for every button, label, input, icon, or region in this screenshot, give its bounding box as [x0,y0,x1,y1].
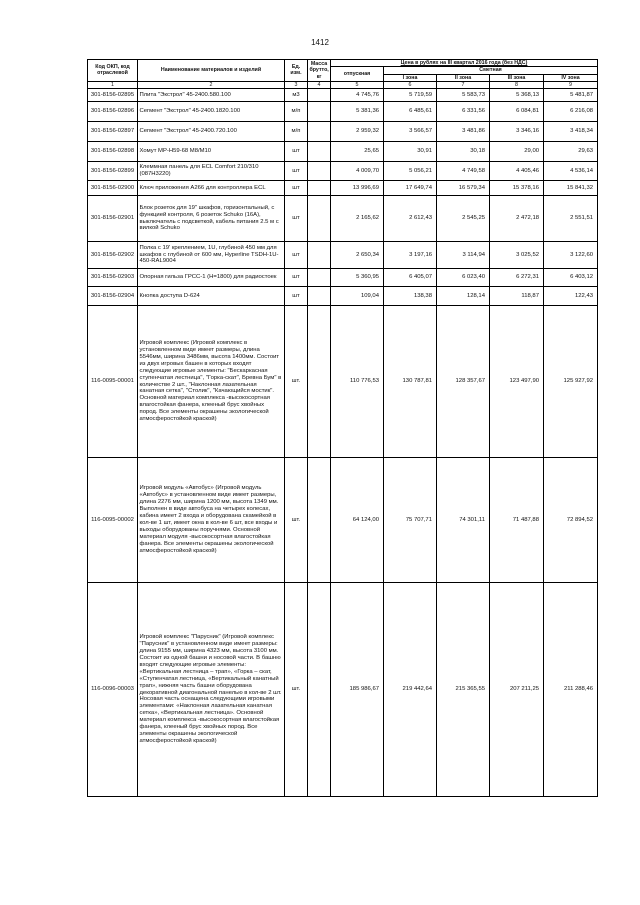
cell-zone-3: 2 472,18 [490,196,544,242]
header-mass: Масса брутто, кг [309,61,329,80]
cell-wholesale: 185 986,67 [331,583,384,797]
column-number: 4 [308,81,331,88]
cell-zone-3: 207 211,25 [490,583,544,797]
cell-wholesale: 2 165,62 [331,196,384,242]
cell-zone-1: 6 405,07 [384,269,437,287]
cell-zone-4: 211 288,46 [544,583,598,797]
cell-name: Клеммная панель для ECL Comfort 210/310 (087H3220) [138,162,285,181]
cell-unit: шт. [285,306,308,458]
column-number: 8 [490,81,544,88]
cell-code: 301-8156-02904 [88,287,138,306]
cell-zone-3: 6 272,31 [490,269,544,287]
header-estimate: Сметная [384,67,598,74]
cell-code: 301-8156-02900 [88,181,138,196]
cell-mass [308,142,331,162]
cell-zone-1: 6 485,61 [384,102,437,122]
cell-zone-4: 72 894,52 [544,458,598,583]
cell-unit: шт [285,196,308,242]
cell-zone-1: 130 787,81 [384,306,437,458]
cell-name: Полка с 19' креплением, 1U, глубиной 450 мм для шкафов с глубиной от 600 мм, Hyperline TSDH-1U-450-RAL9004 [138,242,285,269]
header-unit: Ед. изм. [285,60,308,82]
cell-name: Плита "Экстрол" 45-2400.580.100 [138,89,285,102]
cell-zone-3: 29,00 [490,142,544,162]
cell-zone-3: 123 497,90 [490,306,544,458]
cell-zone-3: 3 025,52 [490,242,544,269]
header-price-title: Цена в рублях на III квартал 2016 года (без НДС) [331,60,598,67]
cell-zone-4: 3 418,34 [544,122,598,142]
cell-mass [308,583,331,797]
cell-unit: шт [285,242,308,269]
header-zone-4: IV зона [544,74,598,81]
cell-unit: м/п [285,122,308,142]
cell-zone-2: 30,18 [437,142,490,162]
cell-zone-4: 29,63 [544,142,598,162]
table-row [88,122,598,142]
cell-unit: шт [285,162,308,181]
cell-zone-2: 16 579,34 [437,181,490,196]
cell-unit: шт [285,142,308,162]
cell-zone-3: 71 487,88 [490,458,544,583]
cell-zone-3: 15 378,16 [490,181,544,196]
table-row [88,142,598,162]
cell-zone-2: 6 331,56 [437,102,490,122]
cell-zone-3: 4 405,46 [490,162,544,181]
cell-name: Сегмент "Экстрол" 45-2400.720.100 [138,122,285,142]
cell-name: Блок розеток для 19" шкафов, горизонтальный, с функцией контроля, 6 розеток Schuko (16A), выключатель с подсветкой, кабель питания 2.5 м с вилкой Schuko [138,196,285,242]
table-row [88,89,598,102]
cell-code: 116-0095-00001 [88,306,138,458]
cell-mass [308,162,331,181]
column-number: 3 [285,81,308,88]
cell-zone-3: 5 368,13 [490,89,544,102]
cell-unit: м/п [285,102,308,122]
cell-zone-3: 118,87 [490,287,544,306]
column-number: 9 [544,81,598,88]
table-row [88,269,598,287]
cell-zone-2: 4 749,58 [437,162,490,181]
cell-unit: шт. [285,583,308,797]
cell-mass [308,181,331,196]
cell-zone-4: 3 122,60 [544,242,598,269]
cell-name: Кнопка доступа D-624 [138,287,285,306]
cell-mass [308,242,331,269]
cell-name: Игровой комплекс (Игровой комплекс в установленном виде имеет размеры, длина 5546мм, ширина 3486мм, высота 1400мм. Состоит из двух игровых башен в которых входят следующие игровые элементы: "Бескаркасная ступенчатая лестница", "Горка-скат", Бревна Бум" в количестве 2 шт., "Наклонная лазательная канатная сетка", "Столик", "Качающийся мостик". Основной материал комплекса -высокосортная влагостойкая фанера, клееный брус хвойных пород. Все элементы окрашены экологической атмосферостойкой краской) [138,306,285,458]
cell-zone-4: 6 403,12 [544,269,598,287]
cell-zone-1: 30,91 [384,142,437,162]
cell-zone-1: 5 056,21 [384,162,437,181]
cell-zone-2: 3 481,86 [437,122,490,142]
header-zone-3: III зона [490,74,544,81]
cell-zone-3: 6 084,81 [490,102,544,122]
cell-code: 301-8156-02899 [88,162,138,181]
table-row [88,102,598,122]
cell-wholesale: 5 381,36 [331,102,384,122]
cell-zone-1: 138,38 [384,287,437,306]
cell-name: Опорная гильза ГРСС-1 (Н=1800) для радиостоек [138,269,285,287]
cell-zone-3: 3 346,16 [490,122,544,142]
cell-wholesale: 13 996,69 [331,181,384,196]
cell-wholesale: 5 360,95 [331,269,384,287]
cell-zone-4: 5 481,87 [544,89,598,102]
cell-zone-2: 215 365,55 [437,583,490,797]
cell-zone-2: 5 583,73 [437,89,490,102]
cell-unit: м3 [285,89,308,102]
cell-zone-4: 125 927,92 [544,306,598,458]
table-row [88,287,598,306]
cell-zone-1: 17 649,74 [384,181,437,196]
cell-mass [308,306,331,458]
cell-unit: шт [285,287,308,306]
cell-wholesale: 25,65 [331,142,384,162]
cell-zone-2: 128 357,67 [437,306,490,458]
cell-zone-1: 75 707,71 [384,458,437,583]
cell-wholesale: 110 776,53 [331,306,384,458]
table-row [88,196,598,242]
column-number: 1 [88,81,138,88]
cell-code: 301-8156-02895 [88,89,138,102]
column-number: 6 [384,81,437,88]
table-row [88,162,598,181]
cell-zone-2: 6 023,40 [437,269,490,287]
cell-zone-1: 5 719,59 [384,89,437,102]
cell-name: Сегмент "Экстрол" 45-2400.1820.100 [138,102,285,122]
cell-name: Игровой комплекс "Парусник" (Игровой комплекс "Парусник" в установленном виде имеет размеры: длина 9155 мм, ширина 4323 мм, высота 3100 мм. Состоит из одной башни и носовой части. В башню входят следующие игровые элементы: «Вертикальная лестница – трап», «Горка – скат, «Ступенчатая лестница, «Вертикальный канатный трап», нижняя часть башни оборудована декоративной диагональной панелью в кол-ве 2 шт. Носовая часть оснащена следующими игровыми элементами: «Наклонная лазательная канатная сетка», «Вертикальная лестница». Основной материал комплекса -высокосортная влагостойкая фанера, клееный брус хвойных пород. Все элементы окрашены экологической атмосферостойкой краской) [138,583,285,797]
table-row [88,181,598,196]
cell-code: 301-8156-02897 [88,122,138,142]
cell-wholesale: 4 009,70 [331,162,384,181]
cell-wholesale: 4 745,76 [331,89,384,102]
cell-zone-4: 15 841,32 [544,181,598,196]
header-zone-2: II зона [437,74,490,81]
cell-mass [308,122,331,142]
cell-unit: шт. [285,458,308,583]
cell-zone-2: 74 301,11 [437,458,490,583]
cell-zone-4: 6 216,08 [544,102,598,122]
cell-unit: шт [285,181,308,196]
cell-code: 301-8156-02901 [88,196,138,242]
cell-zone-2: 3 114,94 [437,242,490,269]
cell-name: Игровой модуль «Автобус» (Игровой модуль «Автобус» в установленном виде имеет размеры, длина 2276 мм, ширина 1200 мм, высота 1349 мм. Выполнен в виде автобуса на четырех колесах, кабина имеет 2 входа и оборудована скамейкой в кол-ве 1 шт, имеет окна в кол-ве 6 шт, все входы и выходы оборудованы поручнями. Основной материал модуля -высокосортная влагостойкая фанера. Все элементы окрашены экологической атмосферостойкой краской) [138,458,285,583]
cell-code: 301-8156-02903 [88,269,138,287]
table-row [88,583,598,797]
cell-zone-1: 3 566,57 [384,122,437,142]
price-table [87,59,598,797]
cell-mass [308,196,331,242]
cell-zone-1: 219 442,64 [384,583,437,797]
cell-wholesale: 109,04 [331,287,384,306]
cell-code: 301-8156-02898 [88,142,138,162]
cell-zone-1: 3 197,16 [384,242,437,269]
column-number: 5 [331,81,384,88]
cell-mass [308,269,331,287]
column-number: 2 [138,81,285,88]
cell-name: Ключ приложения A266 для контроллера ECL [138,181,285,196]
table-row [88,242,598,269]
cell-zone-2: 2 545,25 [437,196,490,242]
cell-wholesale: 64 124,00 [331,458,384,583]
cell-code: 301-8156-02896 [88,102,138,122]
cell-code: 301-8156-02902 [88,242,138,269]
cell-name: Хомут MP-H59-68 M8/M10 [138,142,285,162]
header-zone-1: I зона [384,74,437,81]
table-row [88,306,598,458]
cell-unit: шт [285,269,308,287]
cell-code: 116-0095-00002 [88,458,138,583]
table-row [88,458,598,583]
cell-mass [308,102,331,122]
cell-zone-4: 2 551,51 [544,196,598,242]
column-number: 7 [437,81,490,88]
cell-zone-4: 4 536,14 [544,162,598,181]
cell-wholesale: 2 959,32 [331,122,384,142]
cell-wholesale: 2 650,34 [331,242,384,269]
column-number-row [88,81,598,88]
cell-code: 116-0096-00003 [88,583,138,797]
header-code: Код ОКП, код отраслевой [88,60,138,82]
cell-zone-1: 2 612,43 [384,196,437,242]
header-wholesale: отпускная [331,67,384,82]
header-name: Наименование материалов и изделий [138,60,285,82]
cell-zone-4: 122,43 [544,287,598,306]
cell-zone-2: 128,14 [437,287,490,306]
cell-mass [308,458,331,583]
cell-mass [308,89,331,102]
cell-mass [308,287,331,306]
page-number: 1412 [311,38,329,47]
